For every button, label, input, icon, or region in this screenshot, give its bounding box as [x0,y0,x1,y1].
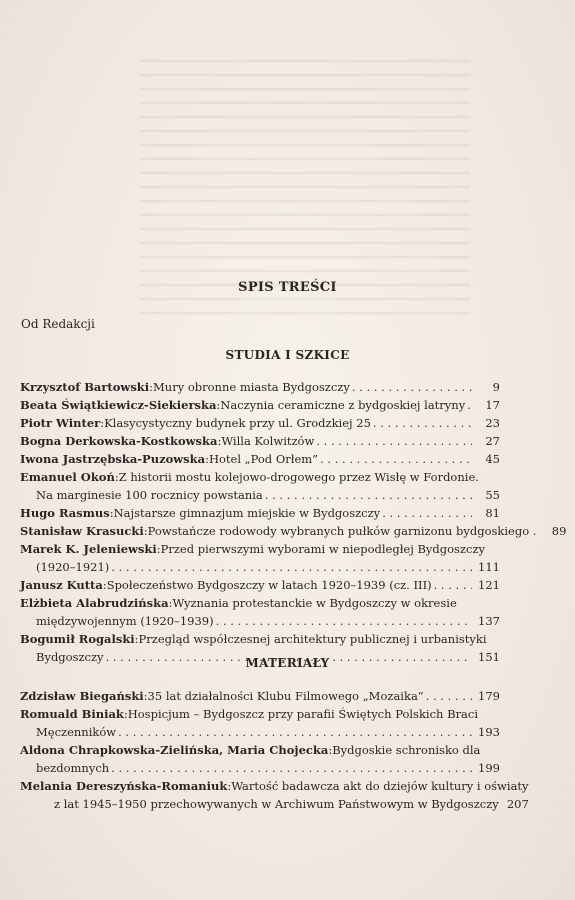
toc-entry [20,378,500,396]
toc-entry-line [20,612,500,630]
toc-entry-line [20,486,500,504]
toc-entry-line [20,777,529,795]
toc-entry-line [20,504,500,522]
entry-author: Aldona Chrapkowska-Zielińska, Maria Chojecka [20,743,329,757]
entry-author: Elżbieta Alabrudzińska [20,596,169,610]
leader-dots [382,504,472,522]
entry-page-number: 137 [478,614,500,628]
leader-dots [265,486,472,504]
toc-entry [20,414,500,432]
entry-page-number: 199 [478,761,500,775]
author-separator: : [143,689,148,703]
entry-page-number: 179 [478,689,500,703]
toc-entry [20,741,500,777]
entry-page-number: 89 [551,524,567,538]
toc-entry-line [20,432,500,450]
entry-author: Janusz Kutta [20,578,103,592]
entry-title: Mury obronne miasta Bydgoszczy [153,380,350,394]
leader-dots [111,558,472,576]
entry-author: Stanisław Krasucki [20,524,144,538]
entry-title: Na marginesie 100 rocznicy powstania [36,488,263,502]
entry-title: Przegląd współczesnej architektury publicznej i urbanistyki [138,632,487,646]
toc-entry-line [20,741,500,759]
page-title: SPIS TREŚCI [238,280,337,295]
toc-entry-line [20,450,500,468]
toc-entry [20,576,500,594]
toc-entry [20,540,500,576]
entry-title: Męczenników [36,725,117,739]
leader-dots [467,396,472,414]
author-separator: : [227,779,232,793]
entry-title: Hospicjum – Bydgoszcz przy parafii Świętych Polskich Braci [127,707,479,721]
entry-title: Z historii mostu kolejowo-drogowego przez Wisłę w Fordonie. [118,470,479,484]
author-separator: : [102,578,107,592]
intro-entry: Od Redakcji [21,317,95,331]
leader-dots [111,759,472,777]
entry-title: (1920–1921) [36,560,110,574]
toc-entry [20,705,500,741]
toc-entry-line [20,540,500,558]
author-separator: : [100,416,105,430]
toc-list-studia [20,378,567,666]
toc-entry-line [20,558,500,576]
entry-page-number: 9 [492,380,500,394]
entry-page-number: 45 [485,452,500,466]
entry-title: Hotel „Pod Orłem” [208,452,319,466]
toc-entry [20,594,500,630]
author-separator: : [168,596,173,610]
toc-entry-line [20,414,500,432]
author-separator: : [205,452,209,466]
toc-entry-line [20,687,500,705]
leader-dots [426,687,472,705]
author-separator: : [156,542,161,556]
entry-title: Wyznania protestanckie w Bydgoszczy w okresie [172,596,457,610]
entry-page-number: 207 [506,797,529,811]
leader-dots [320,450,472,468]
section-heading-studia: STUDIA I SZKICE [225,348,350,362]
toc-entry-line [20,378,500,396]
author-separator: : [328,743,333,757]
entry-title: Naczynia ceramiczne z bydgoskiej latryny [220,398,466,412]
entry-page-number: 121 [478,578,500,592]
entry-title: z lat 1945–1950 przechowywanych w Archiwum Państwowym w Bydgoszczy [54,797,499,811]
toc-entry-line [20,759,500,777]
entry-title: Społeczeństwo Bydgoszczy w latach 1920–1939 (cz. III) [106,578,432,592]
entry-title: Przed pierwszymi wyborami w niepodległej Bydgoszczy [160,542,486,556]
entry-title: Najstarsze gimnazjum miejskie w Bydgoszczy [113,506,381,520]
toc-entry-line [20,705,500,723]
toc-entry [20,504,500,522]
toc-entry [20,396,500,414]
entry-title: Klasycystyczny budynek przy ul. Grodzkiej 25 [104,416,371,430]
entry-title: Wartość badawcza akt do dziejów kultury i oświaty [231,779,529,793]
leader-dots [352,378,472,396]
entry-author: Piotr Winter [20,416,101,430]
toc-entry [20,777,529,813]
leader-dots [118,723,472,741]
toc-entry-line [20,795,529,813]
author-separator: : [109,506,114,520]
leader-dots [216,612,472,630]
entry-author: Zdzisław Biegański [20,689,144,703]
entry-page-number: 55 [485,488,500,502]
section-heading-materialy: MATERIAŁY [245,656,330,670]
entry-title: Bydgoszczy [36,650,104,664]
entry-title: międzywojennym (1920–1939) [36,614,214,628]
toc-entry-line [20,630,500,648]
entry-author: Melania Dereszyńska-Romaniuk [20,779,228,793]
entry-author: Krzysztof Bartowski [20,380,150,394]
toc-entry [20,450,500,468]
entry-page-number: 151 [478,650,500,664]
toc-entry-line [20,522,567,540]
toc-entry [20,687,500,705]
leader-dots [434,576,472,594]
author-separator: : [149,380,154,394]
toc-entry-line [20,576,500,594]
entry-author: Emanuel Okoń [20,470,115,484]
toc-entry [20,432,500,450]
entry-author: Bogna Derkowska-Kostkowska [20,434,218,448]
leader-dots [373,414,472,432]
entry-author: Iwona Jastrzębska-Puzowska [20,452,206,466]
author-separator: : [123,707,128,721]
entry-page-number: 17 [485,398,500,412]
entry-title: bezdomnych [36,761,110,775]
entry-page-number: 27 [485,434,500,448]
entry-page-number: 111 [478,560,500,574]
entry-page-number: 81 [485,506,500,520]
entry-author: Marek K. Jeleniewski [20,542,157,556]
entry-page-number: 193 [478,725,500,739]
toc-entry-line [20,468,500,486]
entry-author: Bogumił Rogalski [20,632,135,646]
toc-entry [20,468,500,504]
author-separator: : [216,398,221,412]
leader-dots [316,432,472,450]
toc-entry-line [20,723,500,741]
entry-title: Willa Kolwitzów [221,434,315,448]
entry-author: Beata Świątkiewicz-Siekierska [20,398,217,412]
entry-title: Powstańcze rodowody wybranych pułków garnizonu bydgoskiego . [147,524,537,538]
entry-title: Bydgoskie schronisko dla [332,743,481,757]
author-separator: : [217,434,222,448]
author-separator: : [114,470,119,484]
entry-author: Romuald Biniak [20,707,124,721]
entry-author: Hugo Rasmus [20,506,110,520]
toc-entry-line [20,594,500,612]
toc-list-materialy [20,687,529,813]
entry-page-number: 23 [485,416,500,430]
author-separator: : [143,524,148,538]
toc-entry-line [20,396,500,414]
entry-title: 35 lat działalności Klubu Filmowego „Mozaika” [147,689,424,703]
author-separator: : [134,632,139,646]
toc-entry [20,522,567,540]
